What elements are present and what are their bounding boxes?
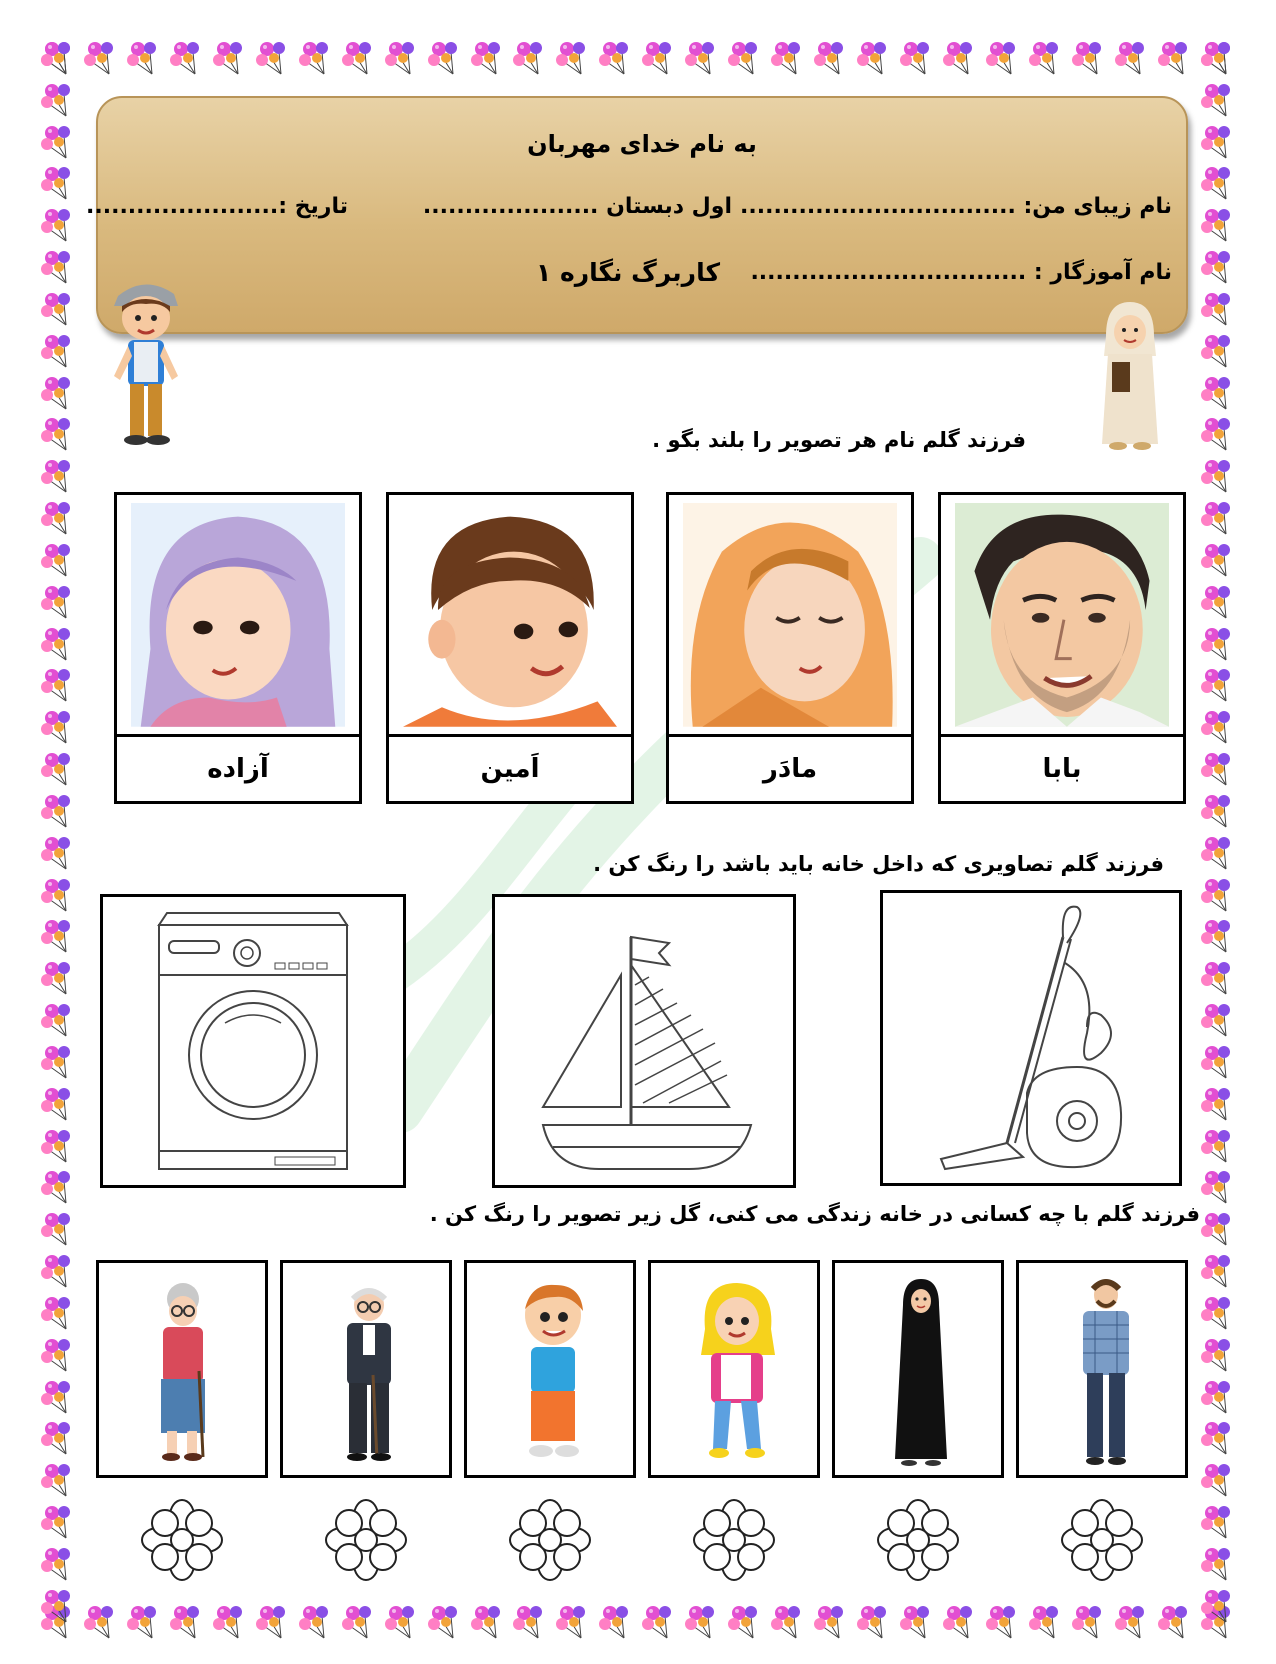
balloon-icon <box>341 1604 377 1640</box>
grandmother-image <box>149 1281 219 1463</box>
worksheet-title: کاربرگ نگاره ۱ <box>536 258 720 287</box>
balloon-icon <box>384 40 420 76</box>
balloon-icon <box>813 1604 849 1640</box>
balloon-icon <box>40 416 76 452</box>
balloon-icon <box>40 542 76 578</box>
balloon-icon <box>40 207 76 243</box>
balloon-icon <box>40 1504 76 1540</box>
balloon-icon <box>1200 1253 1236 1289</box>
balloon-icon <box>1200 1044 1236 1080</box>
balloon-icon <box>126 1604 162 1640</box>
balloon-icon <box>40 877 76 913</box>
balloon-icon <box>1200 1588 1236 1624</box>
girl-image <box>691 1279 783 1465</box>
balloon-icon <box>40 1253 76 1289</box>
balloon-icon <box>40 249 76 285</box>
section2-instruction: فرزند گلم تصاویری که داخل خانه باید باشد را رنگ کن . <box>593 852 1164 876</box>
people-card-boy <box>464 1260 636 1478</box>
balloon-icon <box>212 1604 248 1640</box>
balloon-icon <box>1200 1002 1236 1038</box>
balloon-icon <box>255 40 291 76</box>
balloon-icon <box>470 1604 506 1640</box>
picture-card-mother <box>666 492 914 738</box>
vacuum-cleaner-card[interactable] <box>880 890 1182 1186</box>
girl-mascot-image <box>1094 296 1164 456</box>
balloon-icon <box>40 960 76 996</box>
name-label-azadeh: آزاده <box>114 734 362 804</box>
father-face-image <box>955 503 1169 727</box>
balloon-icon <box>1114 40 1150 76</box>
balloon-icon <box>40 751 76 787</box>
balloon-icon <box>40 1295 76 1331</box>
boy-image <box>511 1279 595 1465</box>
flower-grandmother-checkbox[interactable] <box>140 1498 224 1582</box>
balloon-icon <box>1200 960 1236 996</box>
student-name-field[interactable]: نام زیبای من: ................................. <box>740 194 1172 219</box>
balloon-icon <box>512 1604 548 1640</box>
mother-face-image <box>683 503 897 727</box>
balloon-icon <box>598 1604 634 1640</box>
washing-machine-image <box>155 911 351 1173</box>
balloon-icon <box>1200 375 1236 411</box>
balloon-icon <box>255 1604 291 1640</box>
boy-mascot-image <box>100 276 190 456</box>
balloon-icon <box>40 40 76 76</box>
people-card-grandmother <box>96 1260 268 1478</box>
date-field[interactable]: تاریخ :....................... <box>86 194 348 219</box>
balloon-icon <box>212 40 248 76</box>
balloon-icon <box>1028 1604 1064 1640</box>
balloon-icon <box>40 165 76 201</box>
balloon-icon <box>470 40 506 76</box>
balloon-icon <box>1157 40 1193 76</box>
picture-card-amin <box>386 492 634 738</box>
balloon-icon <box>1200 1086 1236 1122</box>
balloon-icon <box>1200 1546 1236 1582</box>
balloon-icon <box>1200 1169 1236 1205</box>
balloon-icon <box>40 500 76 536</box>
flower-mother-checkbox[interactable] <box>876 1498 960 1582</box>
balloon-icon <box>83 40 119 76</box>
balloon-icon <box>985 1604 1021 1640</box>
balloon-icon <box>341 40 377 76</box>
balloon-icon <box>770 40 806 76</box>
azadeh-face-image <box>131 503 345 727</box>
name-label-amin: اَمین <box>386 734 634 804</box>
header-panel <box>86 96 1188 334</box>
flower-father-checkbox[interactable] <box>1060 1498 1144 1582</box>
balloon-icon <box>1200 1211 1236 1247</box>
balloon-icon <box>942 40 978 76</box>
balloon-icon <box>40 1211 76 1247</box>
balloon-icon <box>40 918 76 954</box>
balloon-icon <box>40 1588 76 1624</box>
balloon-icon <box>40 82 76 118</box>
balloon-icon <box>1200 291 1236 327</box>
balloon-icon <box>40 1337 76 1373</box>
balloon-icon <box>40 709 76 745</box>
picture-card-father <box>938 492 1186 738</box>
balloon-icon <box>856 1604 892 1640</box>
balloon-icon <box>985 40 1021 76</box>
balloon-icon <box>1200 709 1236 745</box>
balloon-icon <box>684 40 720 76</box>
balloon-icon <box>1200 542 1236 578</box>
balloon-icon <box>942 1604 978 1640</box>
name-label-father: بابا <box>938 734 1186 804</box>
balloon-icon <box>598 40 634 76</box>
balloon-icon <box>40 375 76 411</box>
sailboat-card[interactable] <box>492 894 796 1188</box>
balloon-icon <box>899 1604 935 1640</box>
balloon-icon <box>1200 1462 1236 1498</box>
balloon-icon <box>40 291 76 327</box>
people-card-girl <box>648 1260 820 1478</box>
balloon-icon <box>1200 835 1236 871</box>
balloon-icon <box>169 1604 205 1640</box>
balloon-icon <box>40 1002 76 1038</box>
balloon-icon <box>1200 1295 1236 1331</box>
balloon-icon <box>40 1086 76 1122</box>
balloon-icon <box>684 1604 720 1640</box>
balloon-icon <box>1200 626 1236 662</box>
balloon-icon <box>1200 82 1236 118</box>
balloon-icon <box>1071 40 1107 76</box>
balloon-icon <box>40 458 76 494</box>
balloon-icon <box>1071 1604 1107 1640</box>
people-card-mother <box>832 1260 1004 1478</box>
balloon-icon <box>555 1604 591 1640</box>
page-title: به نام خدای مهربان <box>527 130 757 158</box>
balloon-icon <box>40 835 76 871</box>
balloon-icon <box>1200 124 1236 160</box>
balloon-icon <box>641 1604 677 1640</box>
grandfather-image <box>335 1283 405 1465</box>
balloon-icon <box>1200 793 1236 829</box>
balloon-icon <box>1200 751 1236 787</box>
mother-image <box>889 1275 953 1467</box>
balloon-icon <box>1200 249 1236 285</box>
balloon-icon <box>1200 1504 1236 1540</box>
people-card-grandfather <box>280 1260 452 1478</box>
balloon-icon <box>40 584 76 620</box>
balloon-icon <box>1200 1337 1236 1373</box>
balloon-icon <box>40 1420 76 1456</box>
flower-girl-checkbox[interactable] <box>692 1498 776 1582</box>
balloon-icon <box>641 40 677 76</box>
balloon-icon <box>813 40 849 76</box>
balloon-icon <box>40 333 76 369</box>
father-image <box>1073 1275 1139 1467</box>
balloon-icon <box>1028 40 1064 76</box>
balloon-icon <box>512 40 548 76</box>
balloon-icon <box>40 1546 76 1582</box>
balloon-icon <box>1200 1128 1236 1164</box>
balloon-icon <box>1200 458 1236 494</box>
flower-boy-checkbox[interactable] <box>508 1498 592 1582</box>
balloon-icon <box>83 1604 119 1640</box>
balloon-icon <box>298 1604 334 1640</box>
balloon-icon <box>1114 1604 1150 1640</box>
sailboat-image <box>539 925 755 1175</box>
balloon-icon <box>298 40 334 76</box>
grade-label: اول دبستان ..................... <box>422 194 732 219</box>
washing-machine-card[interactable] <box>100 894 406 1188</box>
amin-face-image <box>403 503 617 727</box>
people-card-father <box>1016 1260 1188 1478</box>
balloon-icon <box>1200 584 1236 620</box>
balloon-icon <box>126 40 162 76</box>
balloon-icon <box>40 793 76 829</box>
balloon-icon <box>427 40 463 76</box>
balloon-icon <box>427 1604 463 1640</box>
balloon-icon <box>1200 333 1236 369</box>
balloon-border-left <box>40 40 76 1624</box>
balloon-icon <box>40 124 76 160</box>
balloon-icon <box>40 1379 76 1415</box>
balloon-icon <box>1200 1420 1236 1456</box>
balloon-icon <box>1200 165 1236 201</box>
balloon-icon <box>1200 877 1236 913</box>
section3-instruction: فرزند گلم با چه کسانی در خانه زندگی می کنی، گل زیر تصویر را رنگ کن . <box>429 1202 1200 1226</box>
balloon-border-bottom <box>40 1604 1236 1640</box>
balloon-icon <box>40 1044 76 1080</box>
balloon-icon <box>1200 667 1236 703</box>
balloon-icon <box>1200 416 1236 452</box>
balloon-border-top <box>40 40 1236 76</box>
balloon-icon <box>1200 207 1236 243</box>
balloon-icon <box>40 1462 76 1498</box>
balloon-icon <box>555 40 591 76</box>
balloon-icon <box>899 40 935 76</box>
balloon-icon <box>384 1604 420 1640</box>
balloon-icon <box>1157 1604 1193 1640</box>
balloon-icon <box>727 40 763 76</box>
balloon-icon <box>1200 918 1236 954</box>
vacuum-cleaner-image <box>937 903 1133 1177</box>
balloon-icon <box>727 1604 763 1640</box>
balloon-icon <box>40 1128 76 1164</box>
balloon-icon <box>856 40 892 76</box>
balloon-icon <box>1200 1379 1236 1415</box>
name-label-mother: مادَر <box>666 734 914 804</box>
teacher-name-field[interactable]: نام آموزگار : ................................. <box>750 260 1172 285</box>
flower-grandfather-checkbox[interactable] <box>324 1498 408 1582</box>
balloon-icon <box>1200 500 1236 536</box>
balloon-icon <box>40 626 76 662</box>
picture-card-azadeh <box>114 492 362 738</box>
balloon-icon <box>40 1169 76 1205</box>
balloon-icon <box>770 1604 806 1640</box>
section1-instruction: فرزند گلم نام هر تصویر را بلند بگو . <box>652 428 1026 452</box>
balloon-icon <box>1200 40 1236 76</box>
balloon-border-right <box>1200 40 1236 1624</box>
balloon-icon <box>169 40 205 76</box>
balloon-icon <box>40 667 76 703</box>
